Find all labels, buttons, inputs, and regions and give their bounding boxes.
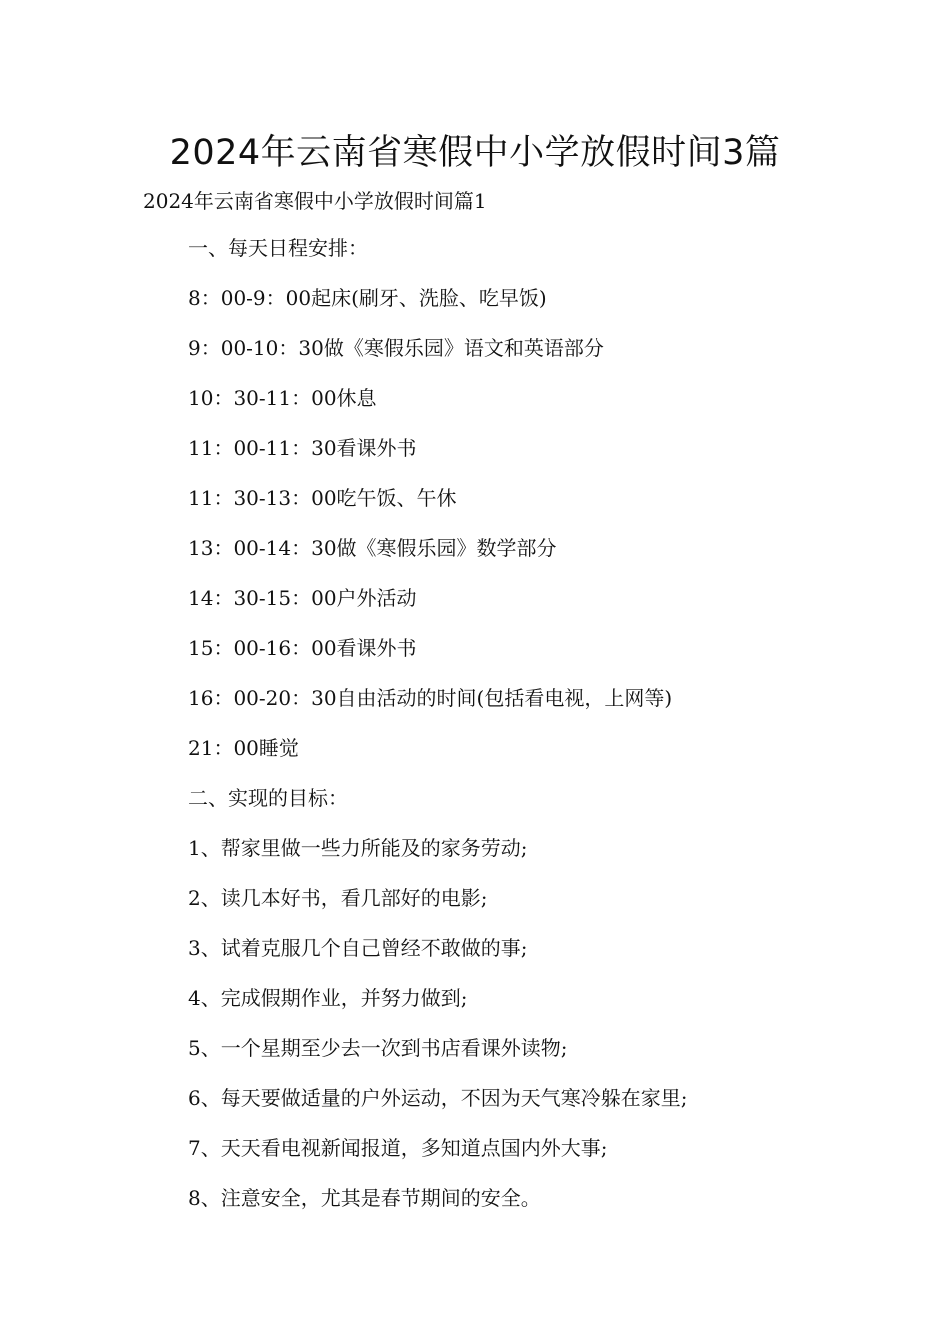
body-line: 4、完成假期作业，并努力做到; xyxy=(188,986,468,1010)
body-line: 15：00-16：00看课外书 xyxy=(188,636,417,660)
document-body xyxy=(188,233,687,1233)
body-line: 14：30-15：00户外活动 xyxy=(188,586,417,610)
body-line: 3、试着克服几个自己曾经不敢做的事; xyxy=(188,936,528,960)
document-subtitle: 2024年云南省寒假中小学放假时间篇1 xyxy=(143,189,487,213)
body-line: 11：00-11：30看课外书 xyxy=(188,436,417,460)
body-line: 16：00-20：30自由活动的时间(包括看电视，上网等) xyxy=(188,686,673,710)
body-line: 1、帮家里做一些力所能及的家务劳动; xyxy=(188,836,528,860)
body-line: 5、一个星期至少去一次到书店看课外读物; xyxy=(188,1036,568,1060)
body-line: 8：00-9：00起床(刷牙、洗脸、吃早饭) xyxy=(188,286,547,310)
document-title: 2024年云南省寒假中小学放假时间3篇 xyxy=(169,133,781,173)
body-line: 一、每天日程安排： xyxy=(188,236,368,260)
body-line: 10：30-11：00休息 xyxy=(188,386,377,410)
body-line: 8、注意安全，尤其是春节期间的安全。 xyxy=(188,1186,541,1210)
body-line: 9：00-10：30做《寒假乐园》语文和英语部分 xyxy=(188,336,604,360)
body-line: 二、实现的目标： xyxy=(188,786,348,810)
body-line: 2、读几本好书，看几部好的电影; xyxy=(188,886,488,910)
body-line: 11：30-13：00吃午饭、午休 xyxy=(188,486,457,510)
body-line: 6、每天要做适量的户外运动，不因为天气寒冷躲在家里; xyxy=(188,1086,688,1110)
body-line: 13：00-14：30做《寒假乐园》数学部分 xyxy=(188,536,557,560)
body-line: 7、天天看电视新闻报道，多知道点国内外大事; xyxy=(188,1136,608,1160)
body-line: 21：00睡觉 xyxy=(188,736,299,760)
